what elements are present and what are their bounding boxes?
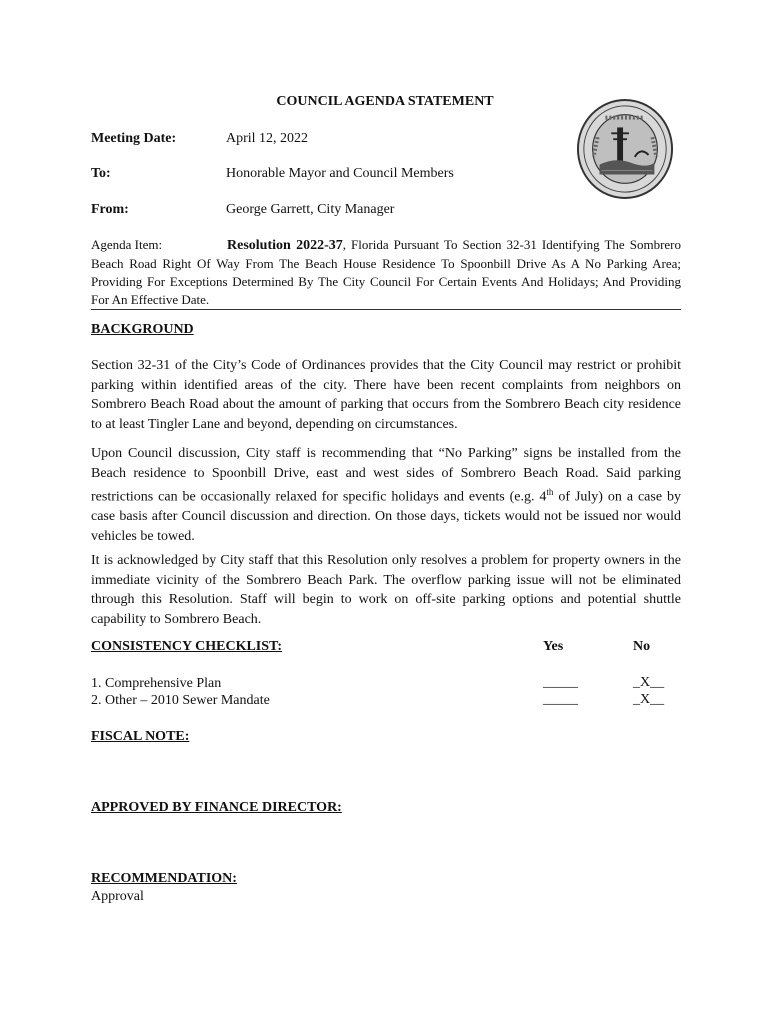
agenda-item — [91, 236, 681, 309]
checklist-item: 1. Comprehensive Plan — [91, 676, 222, 691]
agenda-item-label: Agenda Item: — [91, 237, 163, 252]
resolution-number: Resolution 2022-37 — [227, 238, 343, 253]
checklist-yes-blank: _____ — [543, 692, 578, 707]
fiscal-note-heading: FISCAL NOTE: — [91, 729, 190, 744]
checklist-yes-blank: _____ — [543, 675, 578, 690]
recommendation-heading: RECOMMENDATION: — [91, 871, 237, 886]
from-value: George Garrett, City Manager — [226, 202, 395, 217]
no-column-header: No — [633, 639, 651, 654]
checklist-item: 2. Other – 2010 Sewer Mandate — [91, 693, 270, 708]
meeting-date-value: April 12, 2022 — [226, 131, 309, 146]
section-divider — [91, 309, 681, 310]
to-label: To: — [91, 166, 111, 181]
paragraph-2-text-b: of July) on a case by case basis after Council discussion and direction. On those days, tickets would not be issued nor would vehicles be towed. — [91, 489, 681, 544]
paragraph-2-text-a: Upon Council discussion, City staff is recommending that “No Parking” signs be installed from the Beach residence to Spoonbill Drive, east and west sides of Sombrero Beach Road. Said parking restrictions can be occasionally relaxed for specific holidays and events (e.g. 4 — [91, 446, 681, 505]
to-value: Honorable Mayor and Council Members — [226, 166, 454, 181]
consistency-checklist-heading: CONSISTENCY CHECKLIST: — [91, 639, 282, 654]
finance-approval-heading: APPROVED BY FINANCE DIRECTOR: — [91, 800, 342, 815]
city-seal-icon — [576, 98, 674, 200]
background-paragraph-3: It is acknowledged by City staff that this Resolution only resolves a problem for property owners in the immediate vicinity of the Sombrero Beach Park. The overflow parking issue will not be eliminated through this Resolution. Staff will begin to work on off-site parking options and potential shuttle capability to Sombrero Beach. — [91, 553, 681, 627]
ordinal-suffix: th — [546, 487, 554, 497]
document-title: COUNCIL AGENDA STATEMENT — [276, 94, 494, 109]
agenda-item-text: , Florida Pursuant To Section 32-31 Identifying The Sombrero Beach Road Right Of Way From The Beach House Residence To Spoonbill Drive As A No Parking Area; Providing For Exceptions Determined By The City Council For Certain Events And Holidays; And Providing For An Effective Date. — [91, 237, 682, 307]
background-heading: BACKGROUND — [91, 322, 194, 337]
checklist-no-mark: _X__ — [633, 692, 665, 707]
checklist-no-mark: _X__ — [633, 675, 665, 690]
background-paragraph-2 — [91, 444, 681, 546]
background-paragraph-1: Section 32-31 of the City’s Code of Ordinances provides that the City Council may restrict or prohibit parking within identified areas of the city. There have been recent complaints from neighbors on Sombrero Beach Road about the amount of parking that occurs from the Sombrero Beach city residence to at least Tingler Lane and beyond, depending on circumstances. — [91, 358, 681, 432]
meeting-date-label: Meeting Date: — [91, 131, 177, 146]
from-label: From: — [91, 202, 129, 217]
recommendation-text: Approval — [91, 889, 144, 904]
yes-column-header: Yes — [543, 639, 564, 654]
